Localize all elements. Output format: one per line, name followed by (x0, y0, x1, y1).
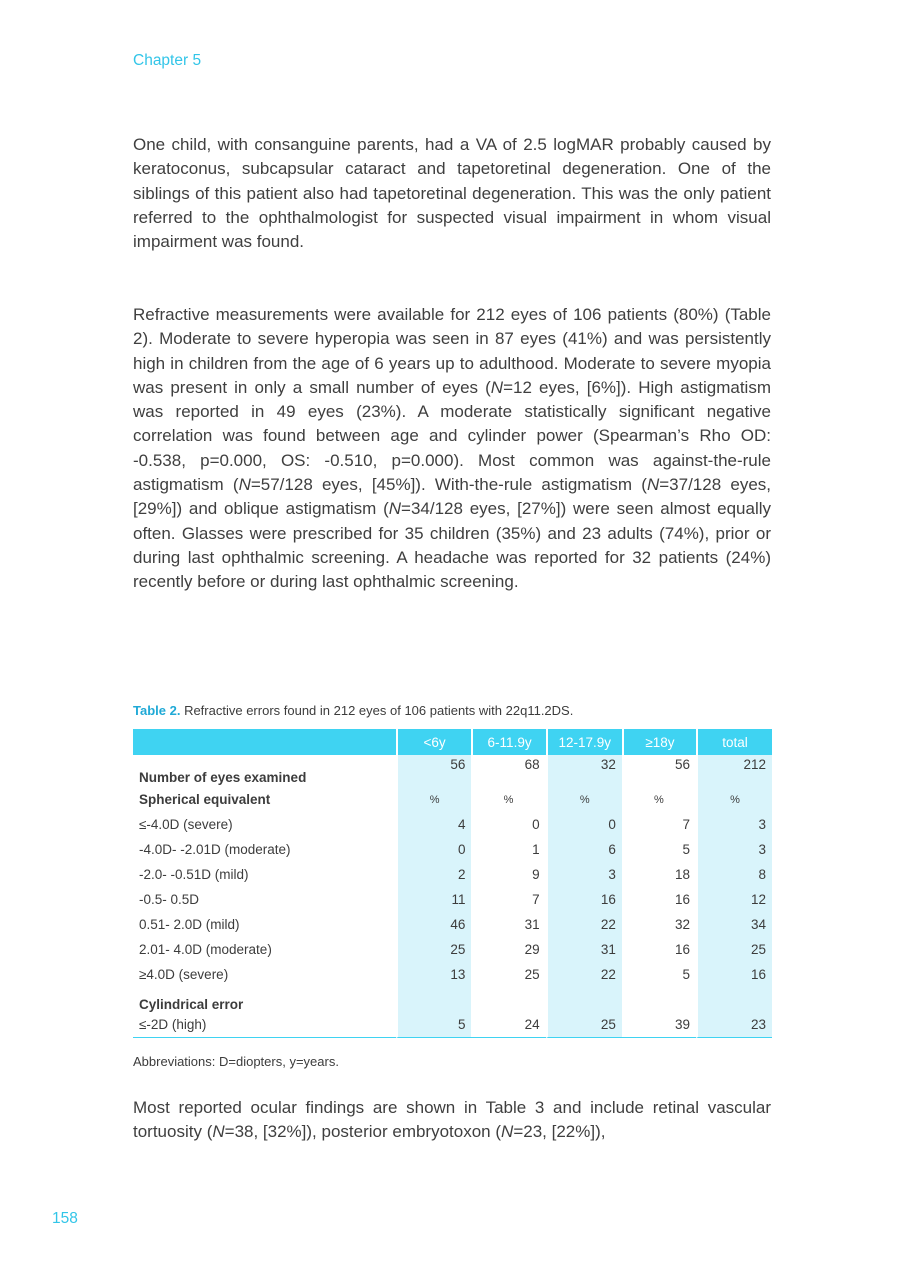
header-col-18y-plus: ≥18y (622, 729, 696, 755)
table-header-row (133, 729, 772, 755)
table-row-eyes-examined (133, 755, 772, 787)
cell-value: 8 (696, 862, 772, 887)
paragraph-ocular-findings: Most reported ocular findings are shown in Table 3 and include retinal vascular tortuosity (N=38, [32%]), posterior embryotoxon (N=23, [22%]), (133, 1098, 771, 1142)
cell-value: 5 (682, 967, 690, 982)
abbreviations-note: Abbreviations: D=diopters, y=years. (133, 1054, 339, 1069)
table-row-cylindrical-error (133, 987, 772, 1012)
cell-value: 16 (546, 887, 622, 912)
paragraph-visual-impairment: One child, with consanguine parents, had a VA of 2.5 logMAR probably caused by keratoconus, subcapsular cataract and tapetoretinal degeneration. One of the siblings of this patient also had tapetoretinal degeneration. This was the only patient referred to the ophthalmologist for suspected visual impairment in whom visual impairment was found. (133, 135, 771, 252)
page-number: 158 (52, 1210, 78, 1227)
header-empty-cell (133, 729, 396, 755)
cell-value: 12 (696, 887, 772, 912)
section-label: Spherical equivalent (139, 792, 271, 807)
cell-value: 29 (524, 942, 540, 957)
header-col-total: total (696, 729, 772, 755)
cell-value: 5 (396, 1012, 472, 1038)
italic-variable: N (212, 1122, 225, 1142)
cell-value: 25 (524, 967, 540, 982)
cell-value: 0 (546, 812, 622, 837)
cell-value: 3 (696, 812, 772, 837)
cell-value: 25 (546, 1012, 622, 1038)
cell-value: 16 (696, 962, 772, 987)
cell-value: 9 (532, 867, 540, 882)
row-label: -2.0- -0.51D (mild) (139, 867, 249, 882)
cell-value: 22 (546, 912, 622, 937)
table-row-spherical (133, 837, 772, 862)
refractive-errors-table (133, 729, 772, 1038)
cell-value: 32 (546, 755, 622, 787)
table-caption (133, 703, 573, 718)
header-col-12-17y: 12-17.9y (546, 729, 622, 755)
cell-value: 32 (674, 917, 690, 932)
cell-value: 46 (396, 912, 472, 937)
empty-cell (696, 987, 772, 1012)
empty-cell (622, 987, 696, 1012)
row-label: ≥4.0D (severe) (139, 967, 229, 982)
empty-cell (546, 987, 622, 1012)
cell-value: 24 (471, 1012, 545, 1038)
cell-value: 25 (696, 937, 772, 962)
cell-value: 13 (396, 962, 472, 987)
cell-value: 68 (524, 757, 540, 772)
paragraph-refractive-measurements: Refractive measurements were available for 212 eyes of 106 patients (80%) (Table 2). Moderate to severe hyperopia was seen in 87 eyes (41%) and was persistently high in children from the age of 6 years up to adulthood. Moderate to severe myopia was present in only a small number of eyes (N=12 eyes, [6%]). High astigmatism was reported in 49 eyes (23%). A moderate statistically significant negative correlation was found between age and cylinder power (Spearman’s Rho OD: -0.538, p=0.000, OS: -0.510, p=0.000). Most common was against-the-rule astigmatism (N=57/128 eyes, [45%]). With-the-rule astigmatism (N=37/128 eyes, [29%]) and oblique astigmatism (N=34/128 eyes, [27%]) were seen almost equally often. Glasses were prescribed for 35 children (35%) and 23 adults (74%), prior or during last ophthalmic screening. A headache was reported for 32 patients (24%) recently before or during last ophthalmic screening. (133, 305, 771, 592)
table-row-spherical-equivalent (133, 787, 772, 812)
table-row-spherical (133, 937, 772, 962)
row-label: ≤-4.0D (severe) (139, 817, 233, 832)
cell-value: 56 (396, 755, 472, 787)
cell-value: 39 (622, 1012, 696, 1038)
row-label: Number of eyes examined (139, 770, 307, 785)
cell-value: 22 (546, 962, 622, 987)
cell-value: 4 (396, 812, 472, 837)
cell-value: 18 (674, 867, 690, 882)
spherical-equivalent-rows (133, 812, 772, 987)
cell-value: 0 (532, 817, 540, 832)
header-col-under-6y: <6y (396, 729, 472, 755)
chapter-header: Chapter 5 (133, 52, 202, 69)
row-label: -0.5- 0.5D (139, 892, 200, 907)
cell-value: 0 (396, 837, 472, 862)
percent-symbol: % (546, 787, 622, 812)
cell-value: 56 (674, 757, 690, 772)
cell-value: 16 (674, 942, 690, 957)
cell-value: 6 (546, 837, 622, 862)
table-row-spherical (133, 887, 772, 912)
cell-value: 3 (696, 837, 772, 862)
percent-symbol: % (503, 793, 514, 806)
cell-value: 11 (396, 887, 472, 912)
table-row-spherical (133, 862, 772, 887)
empty-cell (471, 987, 545, 1012)
table-row-spherical (133, 962, 772, 987)
italic-variable: N (388, 499, 402, 519)
section-label: Cylindrical error (139, 997, 244, 1012)
italic-variable: N (490, 377, 504, 397)
table-caption-label: Table 2. (133, 703, 181, 718)
row-label: 2.01- 4.0D (moderate) (139, 942, 272, 957)
header-col-6-11y: 6-11.9y (471, 729, 545, 755)
table-row-spherical (133, 912, 772, 937)
row-label: ≤-2D (high) (133, 1012, 396, 1038)
table-row-cylinder-high (133, 1012, 772, 1038)
cell-value: 3 (546, 862, 622, 887)
cell-value: 2 (396, 862, 472, 887)
empty-cell (396, 987, 472, 1012)
percent-symbol: % (654, 793, 664, 806)
cell-value: 5 (682, 842, 690, 857)
percent-symbol: % (396, 787, 472, 812)
cell-value: 31 (546, 937, 622, 962)
cell-value: 23 (696, 1012, 772, 1038)
row-label: 0.51- 2.0D (mild) (139, 917, 240, 932)
cell-value: 1 (532, 842, 540, 857)
cell-value: 212 (696, 755, 772, 787)
italic-variable: N (646, 475, 660, 495)
italic-variable: N (501, 1122, 514, 1142)
cell-value: 7 (532, 892, 540, 907)
percent-symbol: % (696, 787, 772, 812)
cell-value: 16 (674, 892, 690, 907)
cell-value: 31 (524, 917, 540, 932)
table-caption-text: Refractive errors found in 212 eyes of 106 patients with 22q11.2DS. (180, 703, 574, 718)
cell-value: 34 (696, 912, 772, 937)
table-row-spherical (133, 812, 772, 837)
cell-value: 25 (396, 937, 472, 962)
row-label: -4.0D- -2.01D (moderate) (139, 842, 291, 857)
italic-variable: N (238, 475, 251, 495)
cell-value: 7 (682, 817, 690, 832)
